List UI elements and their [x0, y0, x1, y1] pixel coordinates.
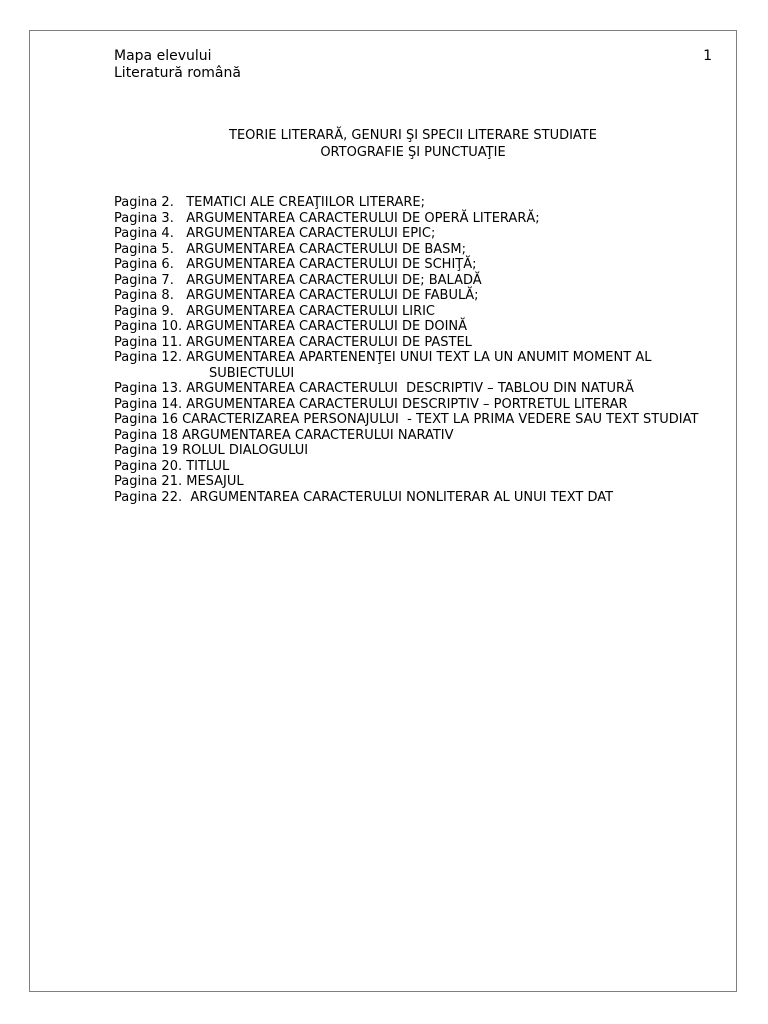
- toc-entry: Pagina 10. ARGUMENTAREA CARACTERULUI DE DOINĂ: [114, 319, 468, 334]
- toc-entry: Pagina 14. ARGUMENTAREA CARACTERULUI DESCRIPTIV – PORTRETUL LITERAR: [114, 396, 628, 412]
- toc-entry: Pagina 19 ROLUL DIALOGULUI: [114, 443, 309, 458]
- toc-entry: Pagina 6. ARGUMENTAREA CARACTERULUI DE SCHIŢĂ;: [114, 257, 477, 272]
- header-line-2: Literatură română: [114, 65, 241, 81]
- toc-entry-continuation: SUBIECTULUI: [209, 365, 295, 381]
- toc-entry: Pagina 16 CARACTERIZAREA PERSONAJULUI - TEXT LA PRIMA VEDERE SAU TEXT STUDIAT: [114, 412, 699, 427]
- toc-entry: Pagina 13. ARGUMENTAREA CARACTERULUI DESCRIPTIV – TABLOU DIN NATURĂ: [114, 381, 634, 396]
- title-line-1: TEORIE LITERARĂ, GENURI ŞI SPECII LITERARE STUDIATE: [229, 128, 597, 143]
- title-line-2: ORTOGRAFIE ŞI PUNCTUAŢIE: [320, 145, 506, 160]
- toc-entry: Pagina 22. ARGUMENTAREA CARACTERULUI NONLITERAR AL UNUI TEXT DAT: [114, 489, 614, 505]
- toc-entry: Pagina 9. ARGUMENTAREA CARACTERULUI LIRIC: [114, 303, 436, 319]
- document-title: [114, 127, 712, 161]
- toc-entry: Pagina 7. ARGUMENTAREA CARACTERULUI DE; BALADĂ: [114, 272, 482, 288]
- toc-entry: Pagina 11. ARGUMENTAREA CARACTERULUI DE PASTEL: [114, 334, 472, 350]
- page-number: 1: [703, 48, 712, 64]
- toc-entry: Pagina 12. ARGUMENTAREA APARTENENŢEI UNUI TEXT LA UN ANUMIT MOMENT AL: [114, 350, 652, 365]
- toc-entry: Pagina 8. ARGUMENTAREA CARACTERULUI DE FABULĂ;: [114, 288, 479, 303]
- table-of-contents: [114, 195, 714, 505]
- toc-entry: Pagina 2. TEMATICI ALE CREAŢIILOR LITERARE;: [114, 195, 426, 210]
- toc-entry: Pagina 4. ARGUMENTAREA CARACTERULUI EPIC;: [114, 226, 436, 241]
- toc-entry: Pagina 5. ARGUMENTAREA CARACTERULUI DE BASM;: [114, 241, 467, 257]
- toc-entry: Pagina 18 ARGUMENTAREA CARACTERULUI NARATIV: [114, 427, 454, 443]
- toc-entry: Pagina 20. TITLUL: [114, 458, 230, 474]
- toc-entry: Pagina 21. MESAJUL: [114, 474, 244, 489]
- page-header: [114, 48, 712, 82]
- document-page: [29, 30, 737, 992]
- header-line-1: Mapa elevului: [114, 48, 212, 64]
- toc-entry: Pagina 3. ARGUMENTAREA CARACTERULUI DE OPERĂ LITERARĂ;: [114, 210, 540, 226]
